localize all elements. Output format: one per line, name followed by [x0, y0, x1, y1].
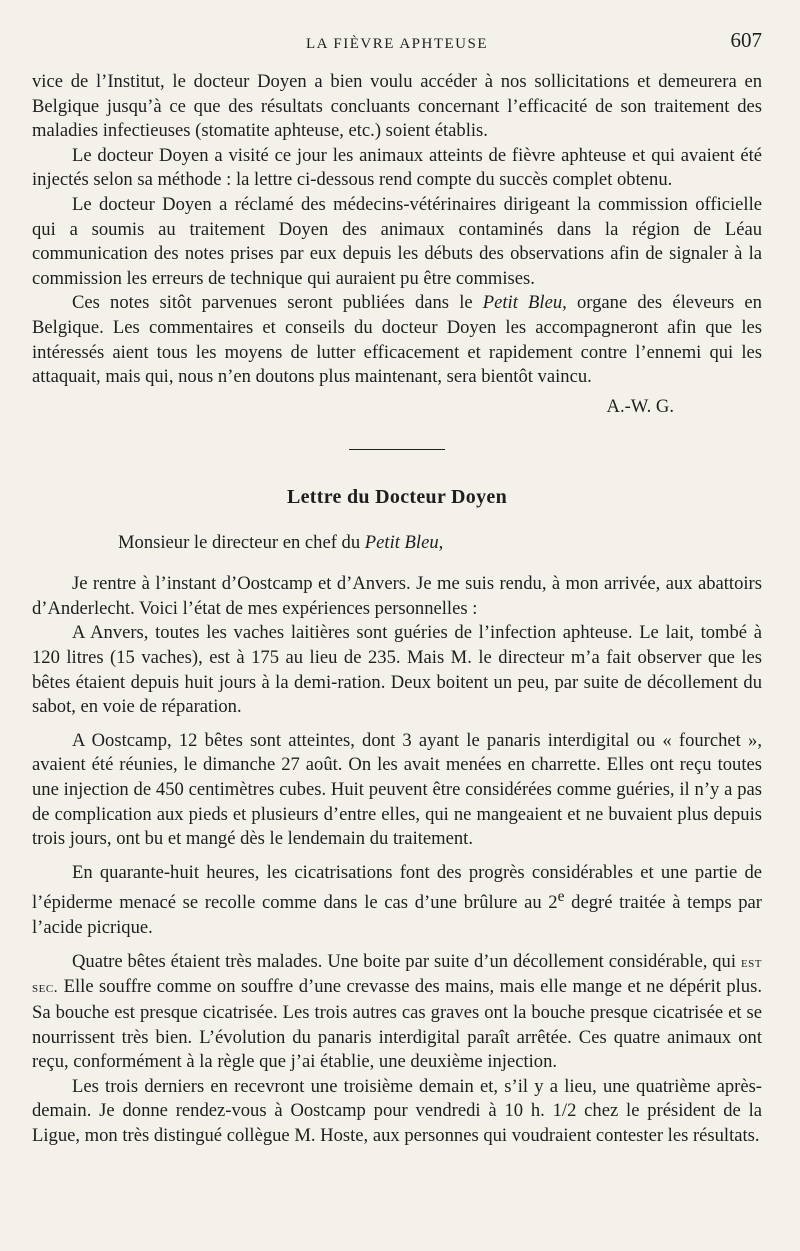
article-paragraph-2: Le docteur Doyen a visité ce jour les animaux atteints de fièvre aphteuse et qui avaient été injectés selon sa méthode : la lettre ci-dessous rend compte du succès complet obtenu. [32, 144, 762, 191]
letter-title: Lettre du Docteur Doyen [286, 486, 507, 509]
letter-body [32, 572, 762, 1148]
salutation-newspaper: Petit Bleu, [364, 532, 444, 554]
article-paragraph-4 [32, 291, 762, 389]
letter-paragraph-2: A Anvers, toutes les vaches laitières sont guéries de l’infection aphteuse. Le lait, tombé à 120 litres (15 vaches), est à 175 au lieu de 235. Mais M. le directeur m’a fait observer que les bêtes étaient depuis huit jours à la demi-ration. Deux boitent un peu, par suite de décollement du sabot, en voie de réparation. [32, 622, 762, 718]
running-head [32, 0, 762, 70]
article-paragraph-4-start: Ces notes sitôt parvenues seront publiées dans le [72, 292, 483, 314]
letter-paragraph-4-start: En quarante-huit heures, les cicatrisations font des progrès considérables et une partie de l’épiderme menacé se recolle comme dans le cas d’une brûlure au 2 [32, 861, 762, 914]
letter-paragraph-1: Je rentre à l’instant d’Oostcamp et d’Anvers. Je me suis rendu, à mon arrivée, aux abattoirs d’Anderlecht. Voici l’état de mes expériences personnelles : [32, 573, 762, 619]
small-caps-phrase: est sec. [32, 953, 762, 997]
article-body [32, 70, 762, 390]
letter-salutation [118, 532, 762, 554]
letter-paragraph-4 [32, 861, 762, 941]
degree-superscript: e [557, 888, 565, 906]
section-divider [349, 449, 445, 451]
article-paragraph-4-end: organe des éleveurs en Belgique. Les commentaires et conseils du docteur Doyen les accompagneront afin que les intéressés aient tous les moyens de lutter efficacement et rapidement contre l’ennemi qui les attaquait, mais qui, nous n’en doutons plus maintenant, sera bientôt vaincu. [32, 292, 762, 388]
article-signature: A.-W. G. [606, 395, 674, 417]
page-number: 607 [730, 28, 762, 52]
article-paragraph-1: vice de l’Institut, le docteur Doyen a bien voulu accéder à nos sollicitations et demeurera en Belgique jusqu’à ce que des résultats concluants concernant l’efficacité de son traitement des maladies infectieuses (stomatite aphteuse, etc.) soient établis. [32, 71, 762, 142]
letter-paragraph-5 [32, 950, 762, 1075]
article-paragraph-3: Le docteur Doyen a réclamé des médecins-vétérinaires dirigeant la commission officielle qui a soumis au traitement Doyen des animaux contaminés dans la région de Léau communication des notes prises par eux depuis les débuts des observations afin de signaler à la commission les erreurs de technique qui auraient pu être commises. [32, 193, 762, 289]
letter-paragraph-5-start: Quatre bêtes étaient très malades. Une boite par suite d’un décollement considérable, qui [72, 950, 741, 972]
letter-paragraph-5-end: Elle souffre comme on souffre d’une crevasse des mains, mais elle mange et ne dépérit plus. Sa bouche est presque cicatrisée. Les trois autres cas graves ont la bouche presque cicatrisée et se nourrissent très bien. L’évolution du panaris interdigital paraît arrêtée. Ces quatre animaux ont reçu, conformément à la règle que j’ai établie, une deuxième injection. [32, 976, 762, 1073]
newspaper-name: Petit Bleu, [482, 292, 567, 314]
letter-paragraph-6: Les trois derniers en recevront une troisième demain et, s’il y a lieu, une quatrième après-demain. Je donne rendez-vous à Oostcamp pour vendredi à 10 h. 1/2 chez le président de la Ligue, mon très distingué collègue M. Hoste, aux personnes qui voudraient contester les résultats. [32, 1075, 762, 1146]
salutation-text: Monsieur le directeur en chef du [118, 532, 365, 554]
letter-paragraph-4-end: degré traitée à temps par l’acide picrique. [32, 892, 763, 939]
running-title: LA FIÈVRE APHTEUSE [305, 36, 488, 52]
letter-paragraph-3: A Oostcamp, 12 bêtes sont atteintes, dont 3 ayant le panaris interdigital ou « fourchet », avaient été réunies, le dimanche 27 août. On les avait menées en charrette. Elles ont reçu toutes une injection de 450 centimètres cubes. Huit peuvent être considérées comme guéries, il n’y a pas de complication aux pieds et plusieurs d’entre elles, qui ne mangeaient et ne buvaient plus depuis trois jours, ont bu et mangé dès le lendemain du traitement. [32, 729, 762, 850]
